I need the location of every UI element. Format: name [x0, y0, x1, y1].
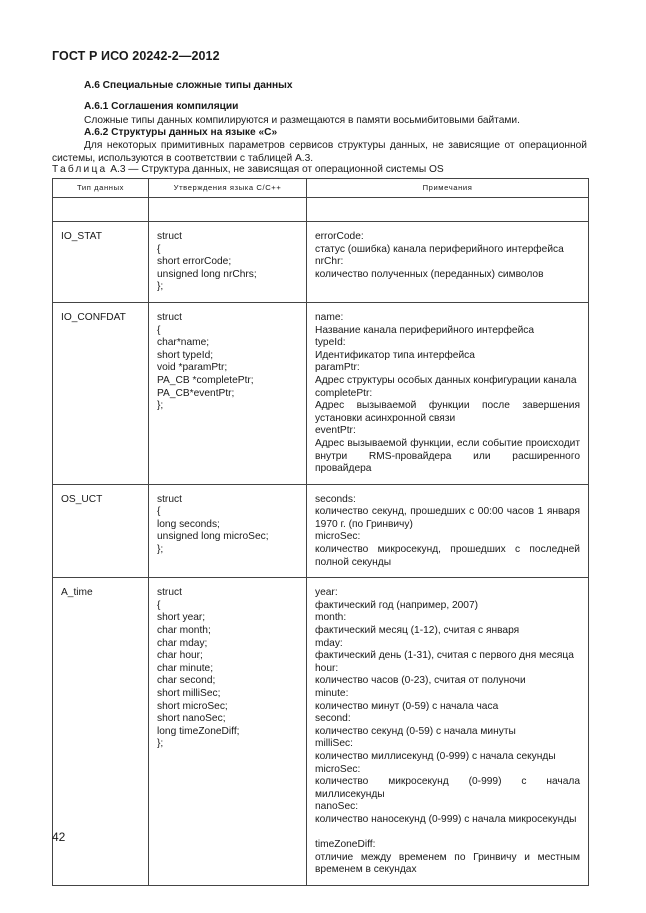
code-line: struct	[157, 493, 182, 505]
field-name: month:	[315, 612, 347, 624]
header-language-statements: Утверждения языка С/С++	[149, 179, 307, 198]
spacer-cell	[53, 198, 149, 222]
field-description: количество микросекунд, прошедших с последней полной секунды	[315, 544, 580, 568]
code-line: };	[157, 738, 164, 750]
header-spacer-row	[53, 198, 589, 222]
field-name: errorCode:	[315, 231, 364, 242]
field-description: Адрес вызываемой функции после завершения установки асинхронной связи	[315, 400, 580, 424]
code-line: char mday;	[157, 637, 208, 649]
code-line: {	[157, 243, 161, 255]
field-name: typeId:	[315, 337, 346, 349]
code-line: short typeId;	[157, 349, 214, 361]
field-name: microSec:	[315, 763, 361, 775]
field-description: количество полученных (переданных) символов	[315, 268, 544, 280]
code-cell	[149, 578, 307, 886]
field-name: timeZoneDiff:	[315, 839, 376, 851]
code-line: struct	[157, 231, 182, 242]
notes-cell	[307, 222, 589, 303]
header-data-type: Тип данных	[53, 179, 149, 198]
notes-cell	[307, 484, 589, 578]
page-number: 42	[52, 830, 66, 844]
code-line: PA_CB*eventPtr;	[157, 387, 235, 399]
code-line: char*name;	[157, 337, 210, 349]
field-name: name:	[315, 311, 344, 323]
field-description: фактический день (1-31), считая с первого дня месяца	[315, 650, 574, 662]
table-caption	[52, 164, 444, 175]
code-cell	[149, 302, 307, 484]
field-name: mday:	[315, 637, 343, 649]
field-description: количество наносекунд (0-999) с начала микросекунды	[315, 813, 577, 825]
field-description: количество минут (0-59) с начала часа	[315, 700, 499, 712]
table-row	[53, 578, 589, 886]
field-description: количество микросекунд (0-999) с начала миллисекунды	[315, 776, 580, 800]
table-row	[53, 222, 589, 303]
code-line: long timeZoneDiff;	[157, 725, 240, 737]
code-line: unsigned long nrChrs;	[157, 268, 257, 280]
code-cell	[149, 484, 307, 578]
section-a61-text: Сложные типы данных компилируются и размещаются в памяти восьмибитовыми байтами.	[84, 115, 520, 126]
code-line: struct	[157, 587, 182, 599]
field-name: year:	[315, 587, 338, 599]
code-line: short year;	[157, 612, 206, 624]
type-cell: IO_STAT	[53, 222, 149, 303]
section-a6-title: А.6 Специальные сложные типы данных	[84, 80, 293, 91]
field-name: completePtr:	[315, 387, 373, 399]
field-name: eventPtr:	[315, 425, 356, 437]
field-name: nrChr:	[315, 256, 344, 268]
code-line: short nanoSec;	[157, 713, 226, 725]
notes-cell	[307, 578, 589, 886]
field-description: количество часов (0-23), считая от полуночи	[315, 675, 526, 687]
table-caption-text: А.3 — Структура данных, не зависящая от операционной системы OS	[110, 164, 444, 175]
code-line: {	[157, 506, 161, 518]
code-line: char hour;	[157, 650, 203, 662]
type-cell: OS_UCT	[53, 484, 149, 578]
field-description: количество секунд, прошедших с 00:00 часов 1 января 1970 г. (по Гринвичу)	[315, 506, 580, 530]
field-description: фактический год (например, 2007)	[315, 599, 479, 611]
table-caption-prefix: Таблица	[52, 164, 108, 175]
field-name: minute:	[315, 688, 349, 699]
code-line: char minute;	[157, 662, 214, 674]
code-line: {	[157, 599, 161, 611]
spacer-cell	[149, 198, 307, 222]
code-line: };	[157, 400, 164, 412]
type-cell: IO_CONFDAT	[53, 302, 149, 484]
data-structures-table	[52, 178, 589, 886]
code-line: char second;	[157, 675, 216, 687]
field-name: milliSec:	[315, 738, 353, 750]
code-line: };	[157, 544, 164, 556]
code-line: short microSec;	[157, 700, 228, 712]
field-name: paramPtr:	[315, 362, 360, 374]
section-a62-title: А.6.2 Структуры данных на языке «С»	[84, 127, 278, 138]
table-row	[53, 484, 589, 578]
code-cell	[149, 222, 307, 303]
section-a62-text-line1: Для некоторых примитивных параметров сервисов структуры данных, не зависящие от операционной	[84, 140, 587, 151]
type-cell: A_time	[53, 578, 149, 886]
field-name: nanoSec:	[315, 801, 359, 813]
field-name: second:	[315, 713, 351, 725]
code-line: void *paramPtr;	[157, 362, 228, 374]
field-description: Адрес структуры особых данных конфигурации канала	[315, 374, 577, 386]
code-line: char month;	[157, 625, 211, 637]
code-line: {	[157, 324, 161, 336]
section-a62-text-line2: системы, используются в соответствии с таблицей А.3.	[52, 153, 314, 164]
field-description: отличие между временем по Гринвичу и местным временем в секундах	[315, 851, 580, 876]
standard-header: ГОСТ Р ИСО 20242-2—2012	[52, 49, 220, 63]
code-line: long seconds;	[157, 518, 220, 530]
field-name: hour:	[315, 662, 339, 674]
field-description: Название канала периферийного интерфейса	[315, 324, 535, 336]
field-description: статус (ошибка) канала периферийного интерфейса	[315, 243, 564, 255]
code-line: };	[157, 281, 164, 293]
notes-cell	[307, 302, 589, 484]
section-a61-title: А.6.1 Соглашения компиляции	[84, 101, 239, 112]
field-description: количество миллисекунд (0-999) с начала секунды	[315, 750, 556, 762]
field-description: Адрес вызываемой функции, если событие происходит внутри RMS-провайдера или расширенного провайдера	[315, 437, 580, 475]
code-line: struct	[157, 311, 182, 323]
table-row	[53, 302, 589, 484]
header-notes: Примечания	[307, 179, 589, 198]
table-header-row	[53, 179, 589, 198]
section-a62-line1-wrap	[84, 139, 587, 152]
code-line: short errorCode;	[157, 256, 232, 268]
code-line: unsigned long microSec;	[157, 531, 269, 543]
field-name: microSec:	[315, 531, 361, 543]
field-description: Идентификатор типа интерфейса	[315, 349, 475, 361]
spacer-cell	[307, 198, 589, 222]
notes-blank-line	[315, 827, 580, 840]
field-description: количество секунд (0-59) с начала минуты	[315, 725, 516, 737]
field-name: seconds:	[315, 493, 356, 505]
field-description: фактический месяц (1-12), считая с января	[315, 625, 520, 637]
code-line: short milliSec;	[157, 688, 221, 699]
code-line: PA_CB *completePtr;	[157, 374, 254, 386]
